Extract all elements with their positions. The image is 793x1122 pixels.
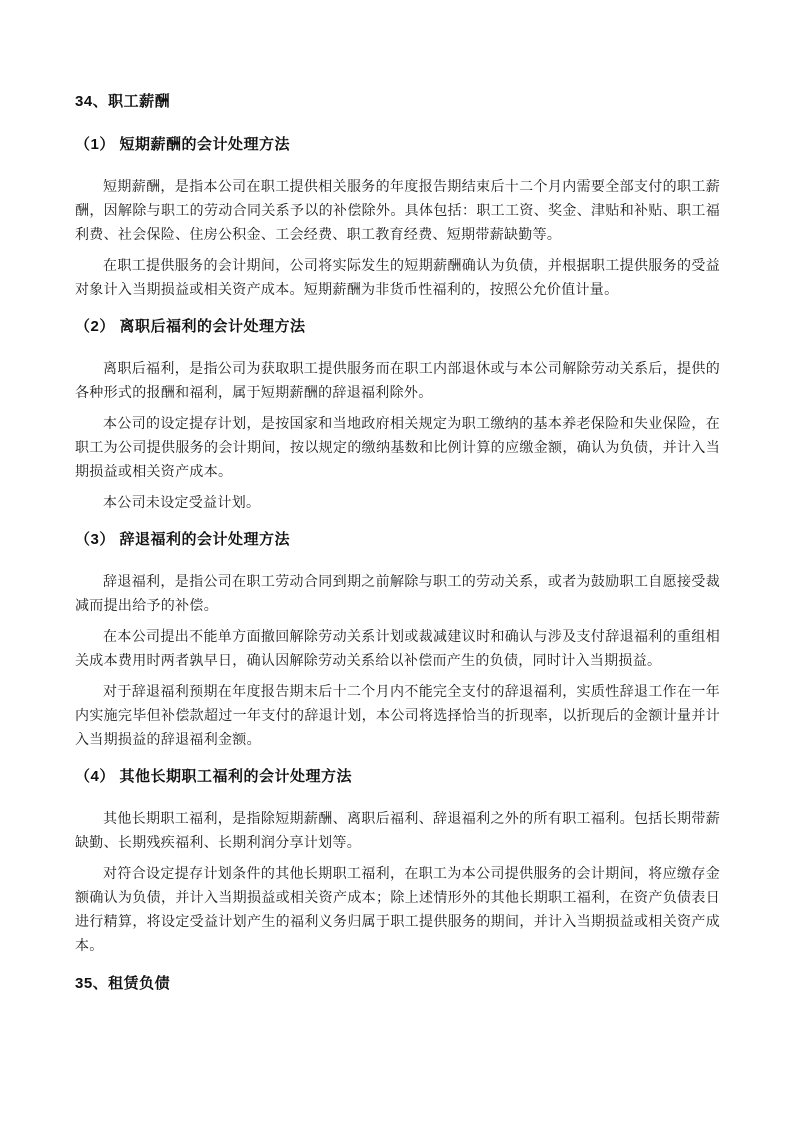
subsection-heading-1-short-term-compensation: （1） 短期薪酬的会计处理方法 xyxy=(75,136,291,153)
paragraph-post-employment-definition: 离职后福利，是指公司为获取职工提供服务而在职工内部退休或与本公司解除劳动关系后，提供的各种形式的报酬和福利，属于短期薪酬的辞退福利除外。 xyxy=(75,362,720,401)
paragraph-other-long-term-definition: 其他长期职工福利，是指除短期薪酬、离职后福利、辞退福利之外的所有职工福利。包括长期带薪缺勤、长期残疾福利、长期利润分享计划等。 xyxy=(75,812,720,851)
subsection-heading-2-post-employment-benefits: （2） 离职后福利的会计处理方法 xyxy=(75,318,306,335)
paragraph-defined-contribution-plan: 本公司的设定提存计划，是按国家和当地政府相关规定为职工缴纳的基本养老保险和失业保险，在职工为公司提供服务的会计期间，按以规定的缴纳基数和比例计算的应缴金额，确认为负债，并计入当期损益或相关资产成本。 xyxy=(75,417,720,480)
paragraph-short-term-definition: 短期薪酬，是指本公司在职工提供相关服务的年度报告期结束后十二个月内需要全部支付的职工薪酬，因解除与职工的劳动合同关系予以的补偿除外。具体包括：职工工资、奖金、津贴和补贴、职工福利费、社会保险、住房公积金、工会经费、职工教育经费、短期带薪缺勤等。 xyxy=(75,180,720,243)
subsection-heading-4-other-long-term-benefits: （4） 其他长期职工福利的会计处理方法 xyxy=(75,768,353,785)
section-heading-35-lease-liabilities: 35、租赁负债 xyxy=(75,975,171,992)
subsection-heading-3-termination-benefits: （3） 辞退福利的会计处理方法 xyxy=(75,531,291,548)
paragraph-other-long-term-accounting: 对符合设定提存计划条件的其他长期职工福利，在职工为本公司提供服务的会计期间，将应缴存金额确认为负债，并计入当期损益或相关资产成本；除上述情形外的其他长期职工福利，在资产负债表日进行精算，将设定受益计划产生的福利义务归属于职工提供服务的期间，并计入当期损益或相关资产成本。 xyxy=(75,867,720,954)
paragraph-termination-recognition: 在本公司提出不能单方面撤回解除劳动关系计划或裁减建议时和确认与涉及支付辞退福利的重组相关成本费用时两者孰早日，确认因解除劳动关系给以补偿而产生的负债，同时计入当期损益。 xyxy=(75,630,720,669)
paragraph-termination-discounting: 对于辞退福利预期在年度报告期末后十二个月内不能完全支付的辞退福利，实质性辞退工作在一年内实施完毕但补偿款超过一年支付的辞退计划，本公司将选择恰当的折现率，以折现后的金额计量并计入当期损益的辞退福利金额。 xyxy=(75,685,720,748)
paragraph-termination-definition: 辞退福利，是指公司在职工劳动合同到期之前解除与职工的劳动关系，或者为鼓励职工自愿接受裁减而提出给予的补偿。 xyxy=(75,575,720,614)
paragraph-no-defined-benefit-plan: 本公司未设定受益计划。 xyxy=(103,496,261,511)
paragraph-short-term-recognition: 在职工提供服务的会计期间，公司将实际发生的短期薪酬确认为负债，并根据职工提供服务的受益对象计入当期损益或相关资产成本。短期薪酬为非货币性福利的，按照公允价值计量。 xyxy=(75,259,720,298)
section-heading-34-employee-compensation: 34、职工薪酬 xyxy=(75,93,171,110)
